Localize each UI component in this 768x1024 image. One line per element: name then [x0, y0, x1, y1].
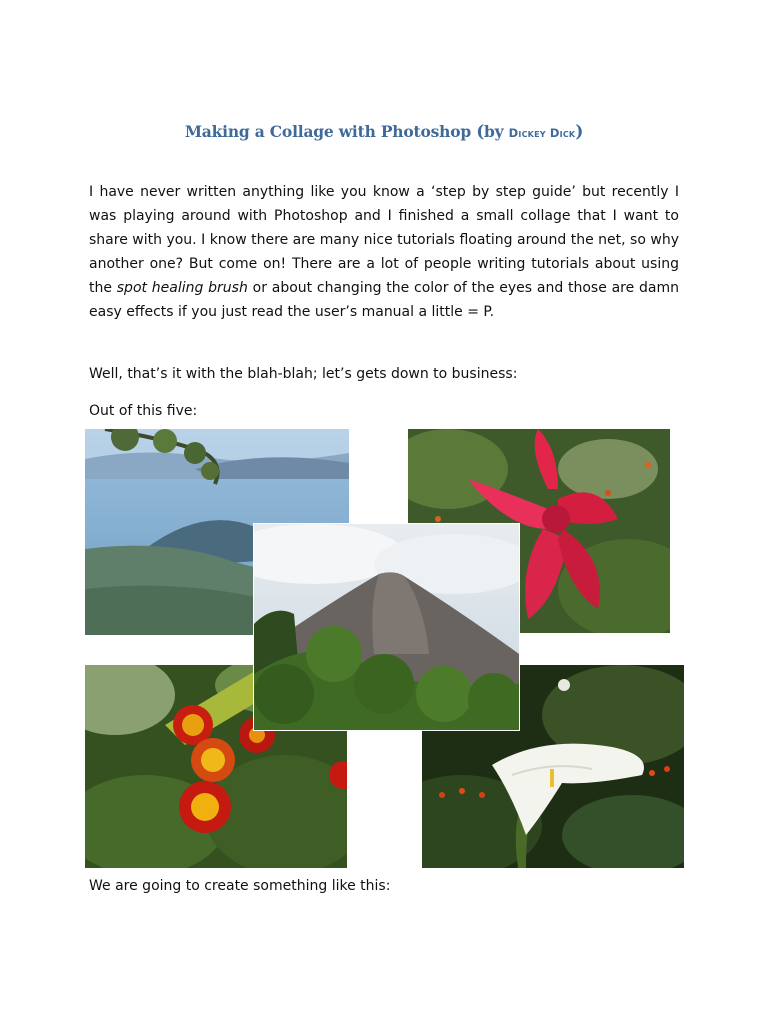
create-caption: We are going to create something like this: — [89, 878, 391, 894]
title-author: Dickey Dick — [508, 126, 576, 140]
intro-emphasis: spot healing brush — [116, 280, 248, 296]
title-paren-close: ) — [575, 122, 584, 142]
volcano-photo — [254, 524, 519, 730]
title-by: by — [484, 122, 509, 141]
intro-paragraph — [89, 180, 679, 324]
five-photos-caption: Out of this five: — [89, 403, 198, 419]
intro-text-part2: or about changing the color of the eyes and those are damn easy effects if you just read the user’s manual a little = P. — [89, 280, 679, 320]
business-paragraph: Well, that’s it with the blah-blah; let’s gets down to business: — [89, 366, 518, 382]
title-main: Making a Collage with Photoshop — [184, 122, 477, 141]
intro-text-part1: I have never written anything like you know a ‘step by step guide’ but recently I was playing around with Photoshop and I finished a small collage that I want to share with you. I know there are many nice tutorials floating around the net, so why another one? But come on! There are a lot of people writing tutorials about using the — [89, 184, 679, 296]
title-paren-open: ( — [476, 122, 485, 142]
document-title — [0, 122, 768, 142]
